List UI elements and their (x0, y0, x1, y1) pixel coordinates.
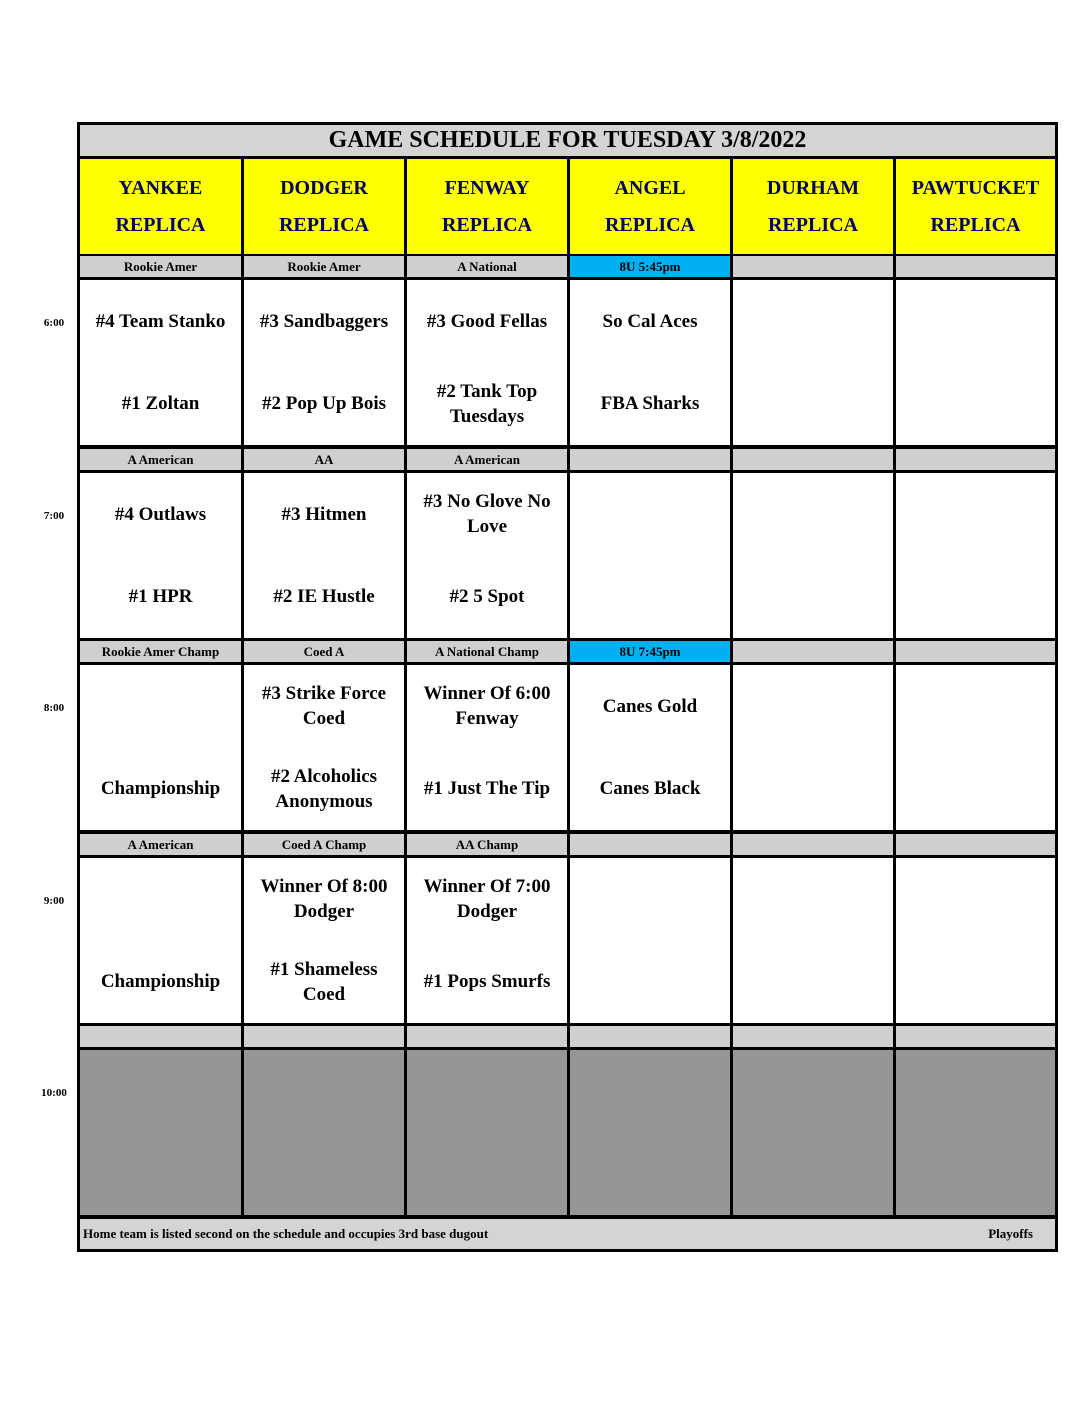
away-team (896, 280, 1055, 363)
field-type: REPLICA (767, 213, 858, 236)
home-team (244, 1133, 404, 1216)
away-team (733, 665, 893, 748)
away-team (896, 473, 1055, 556)
home-team (896, 1133, 1055, 1216)
home-team: #2 5 Spot (449, 586, 525, 608)
division-label (896, 449, 1055, 470)
away-team (80, 665, 241, 748)
away-team (733, 1050, 893, 1133)
game-cell (733, 473, 893, 638)
game-cell (407, 473, 567, 638)
division-label (896, 834, 1055, 855)
home-team (896, 556, 1055, 639)
division-label (733, 256, 893, 277)
away-team: Winner Of 7:00 Dodger (423, 876, 551, 923)
game-cell (733, 858, 893, 1023)
footer-bar (80, 1219, 1055, 1249)
game-cell (896, 665, 1055, 830)
time-label: 9:00 (43, 895, 65, 907)
home-team: #2 Pop Up Bois (261, 393, 387, 415)
field-name: DURHAM (766, 176, 860, 199)
home-team: #1 Zoltan (121, 393, 200, 415)
away-team: #3 Sandbaggers (259, 310, 389, 332)
game-cell (407, 858, 567, 1023)
home-team (896, 748, 1055, 831)
home-team (407, 1133, 567, 1216)
home-team (896, 363, 1055, 446)
footer-legend: Playoffs (988, 1226, 1033, 1241)
time-label: 8:00 (43, 702, 65, 714)
home-team: Championship (100, 778, 221, 800)
game-cell (407, 280, 567, 445)
unavailable-slot (896, 1050, 1055, 1215)
division-label (570, 1026, 730, 1047)
footer-note: Home team is listed second on the schedule and occupies 3rd base dugout (83, 1226, 489, 1241)
field-name: ANGEL (614, 176, 686, 199)
division-label: A American (407, 449, 567, 470)
game-cell (570, 280, 730, 445)
home-team: #2 Alcoholics Anonymous (270, 765, 378, 812)
division-label: A National Champ (407, 641, 567, 662)
game-cell (407, 665, 567, 830)
unavailable-slot (407, 1050, 567, 1215)
away-team: #3 Good Fellas (426, 310, 548, 332)
away-team (80, 1050, 241, 1133)
unavailable-slot (570, 1050, 730, 1215)
home-team: #1 Shameless Coed (270, 958, 378, 1005)
home-team: Championship (100, 971, 221, 993)
home-team (733, 363, 893, 446)
away-team: #3 Strike Force Coed (261, 683, 387, 730)
home-team (80, 1133, 241, 1216)
division-label: Coed A (244, 641, 404, 662)
away-team (896, 858, 1055, 941)
game-cell (896, 473, 1055, 638)
away-team (244, 1050, 404, 1133)
field-name: PAWTUCKET (911, 176, 1040, 199)
away-team (570, 473, 730, 556)
division-label (80, 1026, 241, 1047)
time-label: 6:00 (43, 317, 65, 329)
field-type: REPLICA (115, 213, 206, 236)
division-label (733, 834, 893, 855)
schedule-table (77, 122, 1058, 1252)
away-team (570, 1050, 730, 1133)
division-label: AA (244, 449, 404, 470)
unavailable-slot (733, 1050, 893, 1215)
division-label (896, 641, 1055, 662)
home-team (896, 941, 1055, 1024)
division-label (570, 449, 730, 470)
page-title: GAME SCHEDULE FOR TUESDAY 3/8/2022 (80, 125, 1055, 156)
field-header (80, 159, 241, 254)
away-team: Winner Of 6:00 Fenway (423, 683, 551, 730)
field-header (407, 159, 567, 254)
division-label: A American (80, 449, 241, 470)
field-name: YANKEE (118, 176, 203, 199)
game-cell (80, 280, 241, 445)
field-type: REPLICA (278, 213, 369, 236)
home-team: FBA Sharks (600, 393, 700, 415)
game-cell (570, 665, 730, 830)
away-team (896, 1050, 1055, 1133)
game-cell (80, 858, 241, 1023)
division-label (407, 1026, 567, 1047)
division-label (896, 1026, 1055, 1047)
game-cell (244, 665, 404, 830)
game-cell (244, 473, 404, 638)
field-type: REPLICA (441, 213, 532, 236)
division-label: AA Champ (407, 834, 567, 855)
away-team: #3 Hitmen (281, 503, 367, 525)
home-team (733, 941, 893, 1024)
division-label (733, 641, 893, 662)
field-name: DODGER (280, 176, 368, 199)
division-label (570, 834, 730, 855)
away-team (733, 858, 893, 941)
home-team (733, 556, 893, 639)
game-cell (733, 280, 893, 445)
field-header (896, 159, 1055, 254)
game-cell (80, 665, 241, 830)
unavailable-slot (244, 1050, 404, 1215)
field-type: REPLICA (604, 213, 695, 236)
away-team (733, 473, 893, 556)
division-label: Rookie Amer (80, 256, 241, 277)
division-label: A American (80, 834, 241, 855)
home-team: #1 Pops Smurfs (423, 971, 551, 993)
game-cell (570, 473, 730, 638)
away-team: #4 Team Stanko (95, 310, 226, 332)
away-team: #4 Outlaws (114, 503, 207, 525)
game-cell (570, 858, 730, 1023)
time-label: 10:00 (41, 1087, 67, 1099)
home-team (733, 748, 893, 831)
division-label: 8U 7:45pm (570, 641, 730, 662)
time-label: 7:00 (43, 510, 65, 522)
home-team: #1 Just The Tip (423, 778, 551, 800)
game-cell (896, 858, 1055, 1023)
away-team: #3 No Glove No Love (423, 491, 551, 538)
away-team (570, 858, 730, 941)
division-label: Rookie Amer (244, 256, 404, 277)
home-team (733, 1133, 893, 1216)
division-label (733, 1026, 893, 1047)
division-label (896, 256, 1055, 277)
field-name: FENWAY (444, 176, 530, 199)
game-cell (244, 280, 404, 445)
home-team (570, 1133, 730, 1216)
division-label: Rookie Amer Champ (80, 641, 241, 662)
away-team (733, 280, 893, 363)
away-team (407, 1050, 567, 1133)
away-team: So Cal Aces (602, 310, 698, 332)
away-team (896, 665, 1055, 748)
home-team: Canes Black (599, 778, 701, 800)
home-team: #1 HPR (128, 586, 193, 608)
home-team: #2 Tank Top Tuesdays (436, 380, 538, 427)
game-cell (244, 858, 404, 1023)
away-team: Winner Of 8:00 Dodger (260, 876, 388, 923)
division-label (733, 449, 893, 470)
game-cell (733, 665, 893, 830)
game-cell (896, 280, 1055, 445)
home-team (570, 941, 730, 1024)
away-team: Canes Gold (602, 695, 698, 717)
home-team: #2 IE Hustle (273, 586, 375, 608)
field-header (570, 159, 730, 254)
field-header (244, 159, 404, 254)
game-cell (80, 473, 241, 638)
division-label (244, 1026, 404, 1047)
division-label: 8U 5:45pm (570, 256, 730, 277)
field-type: REPLICA (930, 213, 1021, 236)
division-label: Coed A Champ (244, 834, 404, 855)
division-label: A National (407, 256, 567, 277)
field-header (733, 159, 893, 254)
home-team (570, 556, 730, 639)
unavailable-slot (80, 1050, 241, 1215)
away-team (80, 858, 241, 941)
